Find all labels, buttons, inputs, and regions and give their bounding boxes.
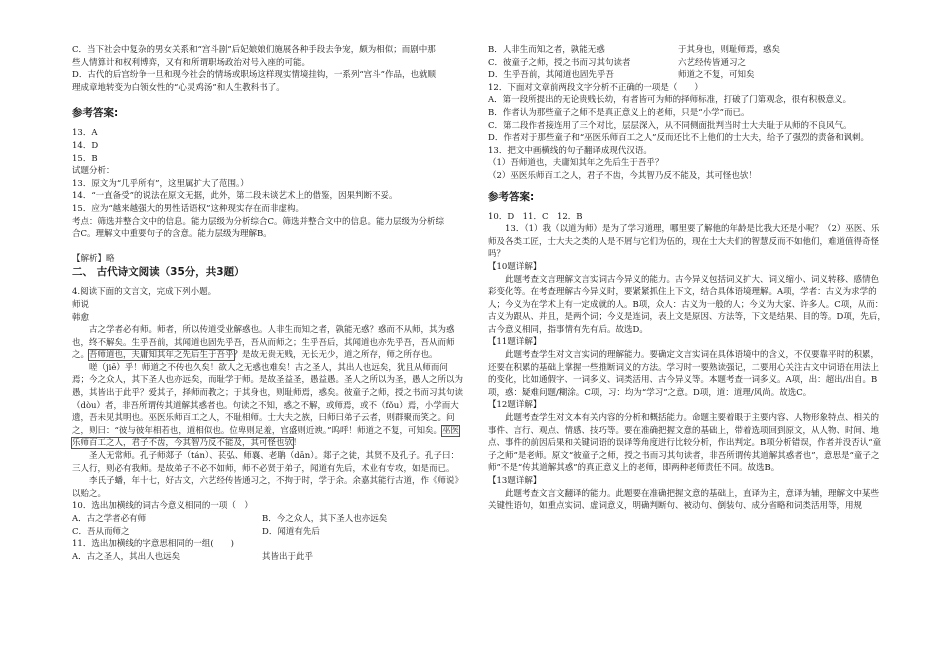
answer-line: 13．A (72, 128, 98, 139)
passage-paragraph-3: 圣人无常师。孔子师郯子（tán）、苌弘、师襄、老聃（dān）。郯子之徒，其贤不及孔子。孔子曰：三人行，则必有我师。是故弟子不必不如师，师不必贤于弟子，闻道有先后，术业有专攻，如是而已。 (72, 451, 459, 474)
q12-option-a: A．第一段所提出的无论贵贱长幼，有者皆可为师的择师标准，打破了门第观念，很有积极意义。 (488, 95, 852, 106)
text-line: 些人情算计和权利博弈，又有和所谓职场政治对号入座的可能。 (72, 57, 311, 68)
question-11: 11．选出加横线的字意思相同的一组( ) (72, 539, 234, 550)
question-10: 10．选出加横线的词古今意义相同的一项（ ） (72, 501, 253, 512)
analysis-line: 合C。理解文中重要句子的含意。能力层级为理解B。 (72, 229, 272, 240)
section-heading: 二、 古代诗文阅读（35分，共3题） (72, 266, 245, 279)
q12-option-c: C．第二段作者接连用了三个对比，层层深入，从不同侧面批判当时士大夫耻于从师的不良风气。 (488, 120, 852, 131)
analysis-line: 15．应为“越来越强大的男性话语权”这种现实存在而非虚构。 (72, 203, 305, 214)
answers-10-12: 10．D 11．C 12．B (488, 211, 583, 222)
analysis-line: 考点：筛选并整合文中的信息。能力层级为分析综合C。筛选并整合文中的信息。能力层级为分析综 (72, 216, 445, 227)
passage-paragraph-4: 李氏子蟠，年十七，好古文，六艺经传皆通习之，不拘于时，学于余。余嘉其能行古道，作《师说》以贻之。 (72, 476, 464, 499)
q11-option-b: B．人非生而知之者，孰能无惑 于其身也，则耻师焉，惑矣 (488, 45, 781, 55)
detail-heading-13: 【13题详解】 (488, 476, 542, 486)
boxed-sentence-1: 吾师道也，夫庸知其年之先后生于吾乎 (89, 350, 234, 361)
answer-line: 试题分析： (72, 166, 115, 177)
detail-12: 此题考查学生对文本有关内容的分析和概括能力。命题主要着眼于主要内容、人物形象特点、相关的事件、言行、观点、情感、技巧等。要在准确把握文意的基础上，带着选项回到原文，从人物、时间、地点、事件的前因后果和关键词语的误译等角度进行比较分析，作出判定。B项分析错误，作者并没否认“童子之师”是老师。原文“彼童子之师，授之书而习其句读者，非吾所谓传其道解其惑者也”，意思是“童子之师”不是“传其道解其惑”的真正意义上的老师，即两种老师责任不同。故选B。 (488, 413, 882, 474)
answer-line: 14．D (72, 140, 99, 151)
q11-option-a: A．古之圣人，其出人也远矣 其皆出于此乎 (72, 551, 314, 562)
text-line: 理成章地转变为白领女性的“心灵鸡汤”和人生教科书了。 (72, 82, 285, 93)
q13-item-1: （1）吾师道也，夫庸知其年之先后生于吾乎？ (488, 158, 664, 169)
right-column (488, 44, 886, 513)
detail-11: 此题考查学生对文言实词的理解能力。要确定文言实词在具体语境中的含义，不仅要靠平时的积累，还要在积累的基础上掌握一些推断词义的方法。学习时一要熟读强记，二要用心关注古文中词语在用法上的变化，比如通假字、一词多义、词类活用、古今异义等。本题考查一词多义。A项，出：超出/出自。B项，惑：疑难问题/糊涂。C项，习：均为“学习”之意。D项，道：道理/风尚。故选C。 (488, 350, 880, 398)
q13-item-2: （2）巫医乐师百工之人，君子不齿，今其智乃反不能及，其可怪也欤！ (488, 170, 757, 181)
answer-13: 13．（1）我（以道为师）是为了学习道理，哪里要了解他的年龄是比我大还是小呢？（2）巫医、乐师及各类工匠，士大夫之类的人是不屑与它们为伍的，现在士大夫们的智慧反而不如他们，难道值得奇怪吗？ (488, 224, 880, 260)
q10-options-ab: A．古之学者必有师 B．今之众人，其下圣人也亦远矣 (72, 514, 388, 524)
q12-option-d: D．作者对于那些童子和“巫医乐师百工之人”反而还比不上他们的士大夫，给予了强烈的责备和讽刺。 (488, 133, 870, 144)
q10-options-cd: C．吾从而师之 D．闻道有先后 (72, 526, 320, 537)
detail-13: 此题考查文言文翻译的能力。此题要在准确把握文意的基础上，直译为主，意译为辅，理解文中某些关键性语句，如重点实词、虚词意义，明确判断句、被动句、倒装句、成分省略和词类活用等，用规 (488, 488, 880, 512)
text-line: D．古代的后宫纷争一旦和现今社会的情场或职场这样现实情境挂钩，一系列“宫斗”作品，也就顺 (72, 70, 437, 81)
boxed-sentence-2: 巫医乐师百工之人，君子不齿，今其智乃反不能及，其可怪也欤 (72, 425, 459, 449)
detail-heading-11: 【11题详解】 (488, 337, 542, 348)
analysis-line: 13．原文为“几乎所有”，这里属扩大了范围。） (72, 178, 249, 189)
question-13: 13．把文中画横线的句子翻译成现代汉语。 (488, 145, 652, 156)
passage-paragraph-1: 古之学者必有师。师者，所以传道受业解惑也。人非生而知之者，孰能无惑？惑而不从师，其为惑也，终不解矣。生乎吾前，其闻道也固先乎吾，吾从而师之；生乎吾后，其闻道也亦先乎吾，吾从而师之。吾师道也，夫庸知其年之先后生于吾乎？是故无贵无贱，无长无少，道之所存，师之所存也。 (72, 325, 455, 361)
q11-option-c: C．彼童子之师，授之书而习其句读者 六艺经传皆通习之 (488, 57, 747, 68)
answer-heading: 参考答案: (488, 190, 535, 203)
answer-heading: 参考答案: (72, 107, 119, 120)
passage-title: 师说 (72, 299, 90, 310)
detail-heading-12: 【12题详解】 (488, 400, 542, 411)
q11-option-d: D．生乎吾前，其闻道也固先乎吾 师道之不复，可知矣 (488, 70, 755, 81)
detail-10: 此题考查文言理解文言实词古今异义的能力。古今异义包括词义扩大、词义缩小、词义转移、感情色彩变化等。在考查理解古今异义时，要紧紧抓住上下文，结合具体语境理解。A项，学者：古义为求学的人；今义为在学术上有一定成就的人。B项，众人：古义为一般的人；今义为大家、许多人。C项，从而：古义为跟从、并且，是两个词；今义是连词，表上文是原因、方法等，下文是结果、目的等。D项，先后，古今意义相同，指事情有先有后。故选D。 (488, 274, 886, 335)
q12-option-b: B．作者认为那些童子之师不是真正意义上的老师，只是“小学”而已。 (488, 107, 750, 118)
answer-line: 15．B (72, 153, 98, 164)
left-column (72, 44, 464, 563)
passage-author: 韩愈 (72, 312, 90, 323)
question-12: 12．下面对文章前两段文字分析不正确的一项是（ ） (488, 82, 703, 93)
jiexi-label: 【解析】略 (72, 253, 115, 264)
text-line: C．当下社会中复杂的男女关系和“宫斗剧”后妃娘娘们施展各种手段去争宠，颇为相似；而剧中那 (72, 45, 436, 55)
detail-heading-10: 【10题详解】 (488, 261, 542, 272)
passage-paragraph-2: 嗟（jiē）乎！师道之不传也久矣！欲人之无惑也难矣！古之圣人，其出人也远矣，犹且从师而问焉；今之众人，其下圣人也亦远矣，而耻学于师。是故圣益圣，愚益愚。圣人之所以为圣，愚人之所以为愚，其皆出于此乎？爱其子，择师而教之；于其身也，则耻师焉，惑矣。彼童子之师，授之书而习其句读（dòu）者，非吾所谓传其道解其惑者也。句读之不知，惑之不解，或师焉，或不（fǒu）焉，小学而大遗，吾未见其明也。巫医乐师百工之人，不耻相师。士大夫之族，曰师曰弟子云者，则群聚而笑之。问之，则曰：“彼与彼年相若也，道相似也。位卑则足羞，官盛则近谀。”呜呼！师道之不复，可知矣。巫医乐师百工之人，君子不齿，今其智乃反不能及，其可怪也欤！ (72, 362, 464, 449)
analysis-line: 14．“一直备受”的说法在原文无据，此外，第二段未谈艺术上的借鉴，因果判断不妥。 (72, 191, 398, 202)
question-4: 4.阅读下面的文言文，完成下列小题。 (72, 287, 217, 298)
